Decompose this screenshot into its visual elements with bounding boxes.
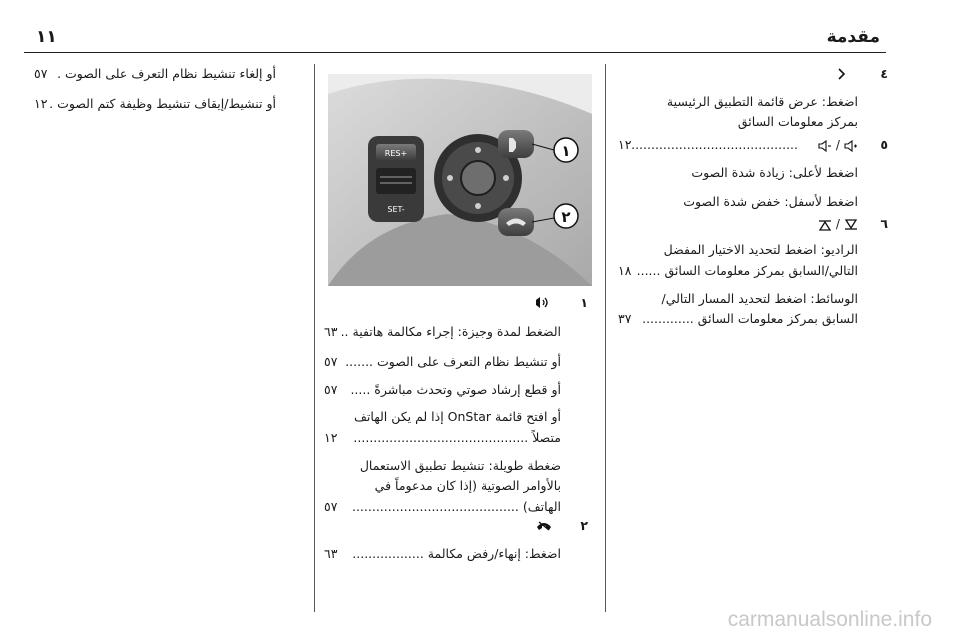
text-line: السابق بمركز معلومات السائق ............. xyxy=(642,311,858,326)
item-number-6: ٦ xyxy=(880,216,888,231)
text-line: اضغط لأعلى: زيادة شدة الصوت xyxy=(691,165,858,180)
volume-up-icon xyxy=(844,140,858,152)
item-number-1: ١ xyxy=(580,295,588,310)
res-button-label: RES+ xyxy=(384,149,408,158)
steering-wheel-figure xyxy=(328,74,592,286)
volume-down-icon xyxy=(818,140,832,152)
text-line: اضغط لأسفل: خفض شدة الصوت xyxy=(683,194,858,209)
column-divider-right xyxy=(605,64,606,612)
chevron-right-icon xyxy=(800,64,846,84)
text-line: بالأوامر الصوتية (إذا كان مدعوماً في xyxy=(374,478,561,493)
page-ref: ١٢ xyxy=(34,96,48,111)
text-line: أو تنشيط نظام التعرف على الصوت ....... xyxy=(345,354,561,369)
text-line: ضغطة طويلة: تنشيط تطبيق الاستعمال xyxy=(359,458,561,473)
page-ref: ١٢ xyxy=(324,430,338,445)
page-ref: ٥٧ xyxy=(324,354,338,369)
text-line: الضغط لمدة وجيزة: إجراء مكالمة هاتفية .. xyxy=(340,324,561,339)
page-header xyxy=(0,0,960,52)
text-line: أو تنشيط/إيقاف تنشيط وظيفة كتم الصوت . xyxy=(49,96,276,111)
volume-icons: / xyxy=(800,135,858,155)
callout-2-label: ٢ xyxy=(561,208,571,226)
text-line: بمركز معلومات السائق xyxy=(737,114,858,129)
page-ref: ١٢ xyxy=(618,137,632,152)
cruise-rocker xyxy=(376,168,416,194)
text-line: أو قطع إرشاد صوتي وتحدث مباشرةً ..... xyxy=(350,382,561,397)
page-ref: ٥٧ xyxy=(34,66,48,81)
seek-up-icon xyxy=(818,219,832,231)
text-line: أو افتح قائمة OnStar إذا لم يكن الهاتف xyxy=(353,409,561,424)
pad-icon-up xyxy=(475,147,481,153)
page-number: ١١ xyxy=(36,27,57,47)
page-ref: ٥٧ xyxy=(324,382,338,397)
seek-down-icon xyxy=(844,219,858,231)
header-rule xyxy=(24,52,886,53)
text-line: التالي/السابق بمركز معلومات السائق ...... xyxy=(636,263,858,278)
item-number-4: ٤ xyxy=(880,66,888,81)
page-ref: ٥٧ xyxy=(324,499,338,514)
watermark: carmanualsonline.info xyxy=(727,608,932,631)
voice-icon xyxy=(500,293,548,313)
page-ref: ٦٣ xyxy=(324,546,338,561)
text-line: اضغط: إنهاء/رفض مكالمة .................. xyxy=(352,546,561,561)
column-divider-left xyxy=(314,64,315,612)
text-line: أو إلغاء تنشيط نظام التعرف على الصوت . xyxy=(57,66,276,81)
page-title: مقدمة xyxy=(826,27,880,47)
set-button-label: SET- xyxy=(387,205,405,214)
text-line: متصلاً ............................................ xyxy=(353,430,561,445)
text-line: اضغط: عرض قائمة التطبيق الرئيسية xyxy=(666,94,858,109)
thumbwheel xyxy=(461,161,495,195)
end-call-icon xyxy=(500,516,552,536)
text-line: الهاتف) .......................................... xyxy=(351,499,561,514)
pad-icon-left xyxy=(447,175,453,181)
steering-wheel-illustration xyxy=(328,74,592,286)
seek-icons: / xyxy=(790,214,858,234)
page-ref: ١٨ xyxy=(618,263,632,278)
text-line: الوسائط: اضغط لتحديد المسار التالي/ xyxy=(661,291,858,306)
pad-icon-right xyxy=(503,175,509,181)
item-number-5: ٥ xyxy=(880,137,888,152)
dot-leader: .......................................... xyxy=(631,137,798,152)
page-ref: ٦٣ xyxy=(324,324,338,339)
pad-icon-down xyxy=(475,203,481,209)
page-ref: ٣٧ xyxy=(618,311,632,326)
callout-1-label: ١ xyxy=(561,142,571,160)
text-line: الراديو: اضغط لتحديد الاختيار المفضل xyxy=(663,242,858,257)
item-number-2: ٢ xyxy=(580,518,588,533)
